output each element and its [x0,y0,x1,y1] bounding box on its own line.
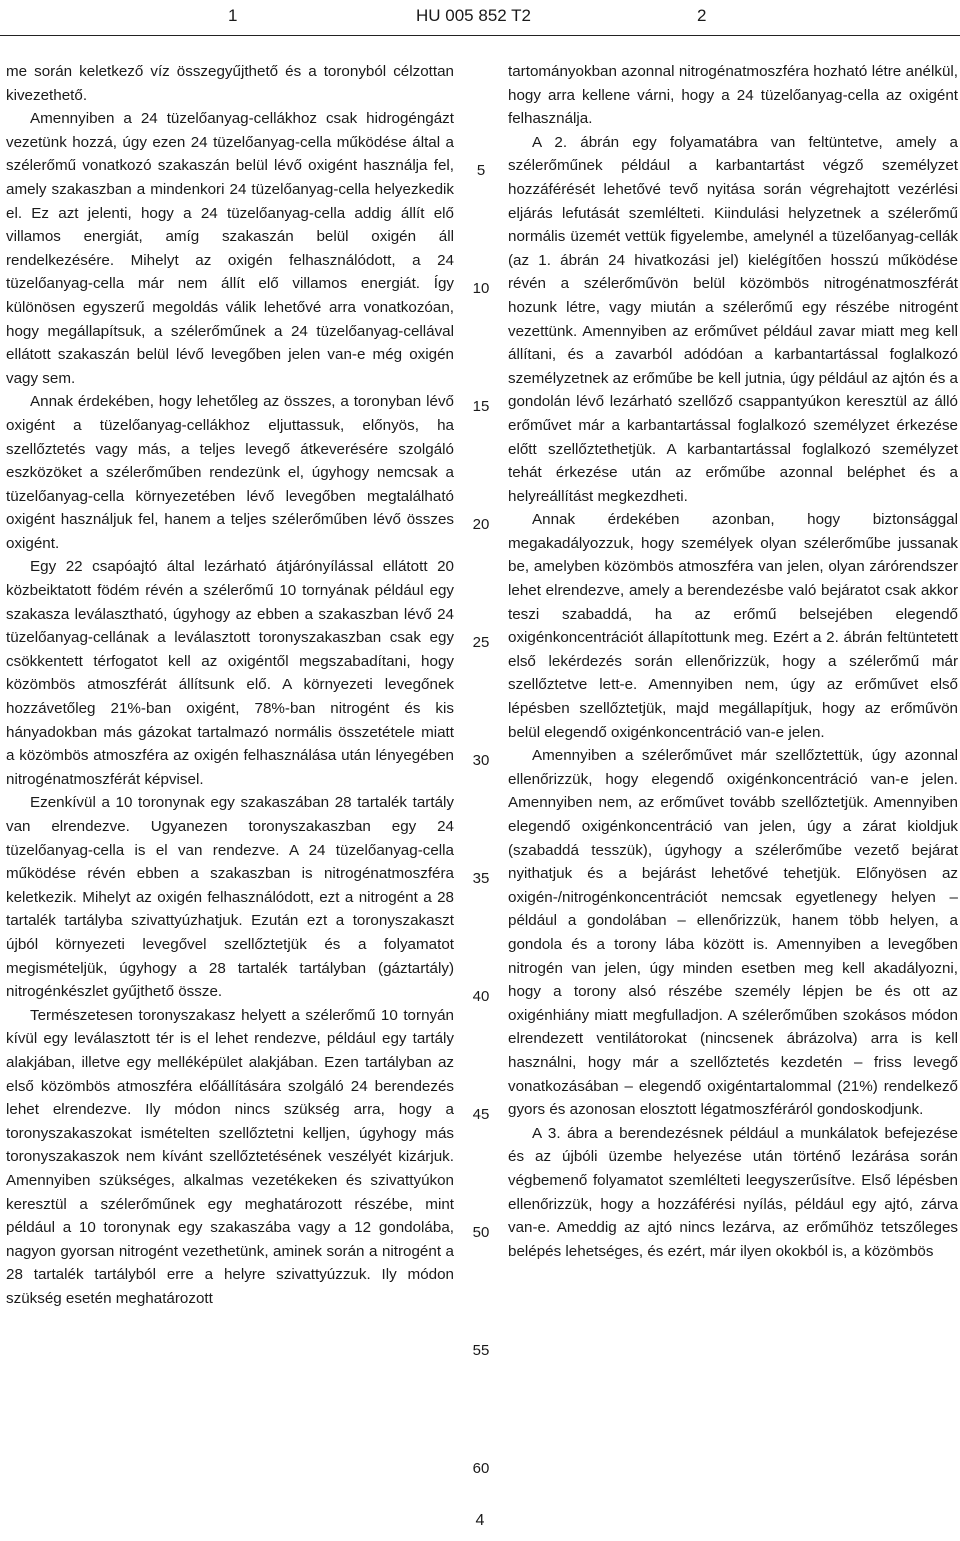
paragraph: Természetesen toronyszakasz helyett a szélerőmű 10 tornyán kívül egy leválasztott tér is el lehet rendezve, például egy tartály alakjában, illetve egy melléképület alakjában. Ezen tartályban az első közömbös atmoszféra előállítására szolgáló 24 berendezés lehet elrendezve. Ily módon nincs szükség arra, hogy a toronyszakaszokat ismételten szellőztetni kelljen, úgyhogy más toronyszakaszok nem kívánt szellőztetésének veszélyét kizárjuk. Amennyiben szükséges, alkalmas vezetékeken és szivattyúkon keresztül a szélerőműnek egy meghatározott részébe, mint például a 10 toronynak egy szakaszába vagy a 12 gondolába, nagyon gyorsan nitrogént vezethetünk, aminek során a nitrogént a 28 tartalék tartályból erre a helyre szivattyúzzuk. Ily módon szükség esetén meghatározott [6,1006,454,1307]
line-number: 25 [472,634,490,651]
right-column [508,60,958,1263]
line-number: 45 [472,1106,490,1123]
paragraph: Annak érdekében azonban, hogy biztonsággal megakadályozzuk, hogy személyek olyan szélerőműbe jussanak be, amelyben közömbös atmoszféra van jelen, olyan zárórendszer lehet elrendezve, amely a berendezésbe való bejáratot csak akkor teszi szabaddá, ha az erőmű belsejében elegendő oxigénkoncentrációt állapítottunk meg. Ezért a 2. ábrán feltüntetett első lekérdezés során ellenőrizzük, hogy a szélerőmű már szellőztetve lett-e. Amennyiben nem, úgy az erőművet első lépésben szellőztetjük, majd megállapítjuk, hogy az erőművön belül elegendő oxigénkoncentráció van-e jelen. [508,511,958,741]
paragraph: A 2. ábrán egy folyamatábra van feltüntetve, amely a szélerőműnek például a karbantartást végző személyzet hozzáférését lehetővé tevő nyitása során végrehajtott vezérlési eljárás lefutását szemlélteti. Kiindulási helyzetnek a szélerőmű normális üzemét vettük figyelembe, amelynél a tüzelőanyag-cellák (az 1. ábrán 24 hivatkozási jel) kielégítően hosszú működése révén a szélerőművön belül közömbös nitrogénatmoszférát hozunk létre, vagy miután a szélerőmű egy részébe nitrogént vezettünk. Amennyiben az erőművet például zavar miatt meg kell állítani, és a zavarból adódóan a karbantartással foglalkozó személyzetnek az erőműbe be kell jutnia, úgy például az ajtón és a gondolán lévő lezárható szellőző csappantyúkon keresztül az álló erőművet már a karbantartással foglalkozó személyzet érkezése előtt szellőztethetjük. A karbantartással foglalkozó személyzet tehát érkezése után az erőműbe azonnal beléphet és a helyreállítást megkezdheti. [508,133,958,505]
paragraph: Ezenkívül a 10 toronynak egy szakaszában 28 tartalék tartály van elrendezve. Ugyanezen toronyszakaszban egy 24 tüzelőanyag-cella is el van rendezve. A 24 tüzelőanyag-cella működése révén ebben a szakaszban is nitrogénatmoszféra keletkezik. Mihelyt az oxigén felhasználódott, ezt a nitrogént a 28 tartalék tartályba szivattyúzhatjuk. Ezután ezt a toronyszakaszt újból környezeti levegővel szellőztetjük és a folyamatot megismételjük, úgyhogy a 28 tartalék tartályban (gáztartály) nitrogénkészlet gyűjthető össze. [6,794,454,1001]
paragraph: Annak érdekében, hogy lehetőleg az összes, a toronyban lévő oxigént a tüzelőanyag-cellákhoz eljuttassuk, előnyös, ha szellőztetés vagy más, a teljes levegő átkeverésére szolgáló eszközöket a szélerőműben rendezünk el, úgyhogy nemcsak a tüzelőanyag-cella környezetében lévő levegőben megtalálható oxigént használjuk fel, hanem a teljes szélerőműben lévő összes oxigént. [6,393,454,552]
paragraph: Egy 22 csapóajtó által lezárható átjárónyílással ellátott 20 közbeiktatott födém révén a szélerőmű 10 tornyának például egy szakasza leválasztható, úgyhogy az ebben a szakaszban lévő 24 tüzelőanyag-cellának a leválasztott toronyszakaszban csak egy csökkentett térfogatot kell az oxigéntől megszabadítani, hogy közömbös atmoszférát állítsunk elő. A környezeti levegőnek hozzávetőleg 21%-ban oxigént, 78%-ban nitrogént és kis hányadokban más gázokat tartalmazó normális összetétele miatt a közömbös atmoszféra az oxigén felhasználása után lényegében nitrogénatmoszférát képvisel. [6,558,454,788]
left-page-number: 1 [228,6,238,25]
line-number: 40 [472,988,490,1005]
line-number: 35 [472,870,490,887]
paragraph: Amennyiben a szélerőművet már szellőztettük, úgy azonnal ellenőrizzük, hogy elegendő oxigénkoncentráció van-e jelen. Amennyiben nem, az erőművet tovább szellőztetjük. Amennyiben elegendő oxigénkoncentráció van jelen, úgy a zárat kioldjuk (szabaddá tesszük), úgyhogy a szélerőműbe vezető bejárat nyithatjuk és a bejárást lehetővé tehetjük. Előnyösen az oxigén-/nitrogénkoncentrációt nemcsak egyetlenegy helyen – például a gondolában – ellenőrizzük, hanem több helyen, a gondola és a torony lába között is. Amennyiben a levegőben nitrogén van jelen, úgy minden esetben meg kell akadályozni, hogy a torony alsó részébe személy lépjen be és ott az oxigénhiány miatt megfulladjon. A szélerőműben szokásos módon elrendezett ventilátorokat (nincsenek ábrázolva) arra is kell használni, hogy már a szellőztetés kezdetén – friss levegő vonatkozásában – elegendő oxigéntartalommal (21%) rendelkező gyors és azonosan elosztott légatmoszféráról gondoskodjunk. [508,747,958,1119]
page-number: 4 [475,1512,485,1529]
right-page-number: 2 [697,6,707,25]
document-title: HU 005 852 T2 [416,6,531,25]
paragraph: tartományokban azonnal nitrogénatmoszféra hozható létre anélkül, hogy arra kellene várni, hogy a 24 tüzelőanyag-cella az oxigént felhasználja. [508,63,958,128]
line-number: 60 [472,1460,490,1477]
page-header [0,0,960,36]
line-number: 15 [472,398,490,415]
line-number: 10 [472,280,490,297]
header-rule [0,35,960,36]
paragraph: Amennyiben a 24 tüzelőanyag-cellákhoz csak hidrogéngázt vezetünk hozzá, úgy ezen 24 tüzelőanyag-cella működése által a szélerőmű vonatkozó szakaszán belül lévő oxigént használja fel, amely szakaszban a mindenkori 24 tüzelőanyag-cella helyezkedik el. Ez azt jelenti, hogy a 24 tüzelőanyag-cella addig állít elő villamos energiát, amíg szakaszán belül oxigén áll rendelkezésére. Mihelyt az oxigén felhasználódott, a 24 tüzelőanyag-cella már nem állít elő villamos energiát. Így különösen egyszerű megoldás válik lehetővé arra vonatkozóan, hogy megállapítsuk, a szélerőműnek a 24 tüzelőanyag-cellával ellátott szakaszán belül lévő levegőben jelen van-e még oxigén vagy sem. [6,110,454,387]
line-number: 50 [472,1224,490,1241]
line-number: 5 [476,162,486,179]
line-number: 30 [472,752,490,769]
paragraph: me során keletkező víz összegyűjthető és a toronyból célzottan kivezethető. [6,63,454,104]
left-column [6,60,454,1310]
line-number: 20 [472,516,490,533]
line-number: 55 [472,1342,490,1359]
paragraph: A 3. ábra a berendezésnek például a munkálatok befejezése és az újbóli üzembe helyezése után történő lezárása során végbemenő folyamatot szemlélteti leegyszerűsítve. Első lépésben ellenőrizzük, hogy a hozzáférési nyílás, például egy ajtó, zárva van-e. Ameddig az ajtó nincs lezárva, az erőműhöz tetszőleges belépés lehetséges, és ezért, már ilyen okokból is, a közömbös [508,1124,958,1260]
